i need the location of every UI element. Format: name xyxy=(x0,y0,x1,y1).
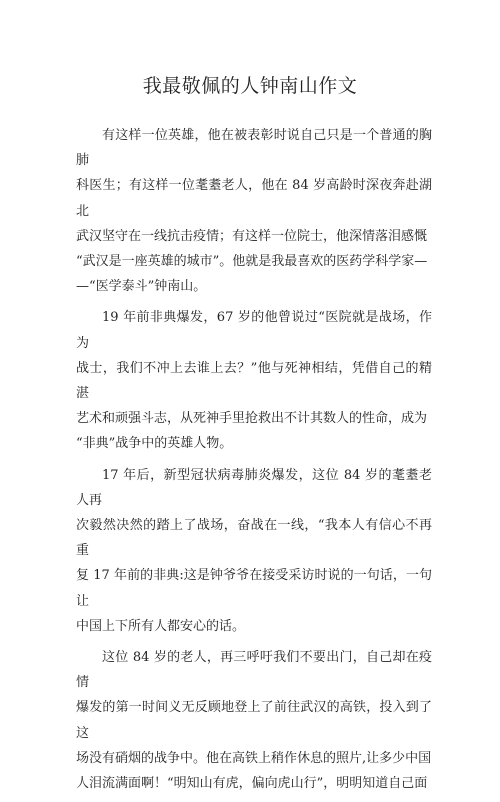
paragraph-line: —“医学泰斗”钟南山。 xyxy=(76,279,207,295)
paragraph-line: “武汉是一座英雄的城市”。他就是我最喜欢的医药学科学家— xyxy=(76,254,428,270)
paragraph-4 xyxy=(76,645,432,796)
paragraph-line: “非典”战争中的英雄人物。 xyxy=(76,436,233,452)
paragraph-line: 场没有硝烟的战争中。他在高铁上稍作休息的照片,让多少中国 xyxy=(76,750,432,766)
paragraph-line: 武汉坚守在一线抗击疫情；有这样一位院士，他深情落泪感慨 xyxy=(76,228,428,244)
paragraph-line: 爆发的第一时间义无反顾地登上了前往武汉的高铁，投入到了这 xyxy=(76,700,432,741)
paragraph-line: 人泪流满面啊！“明知山有虎，偏向虎山行”，明明知道自己面 xyxy=(76,776,428,792)
paragraph-3 xyxy=(76,463,432,639)
paragraph-line: 17 年后，新型冠状病毒肺炎爆发，这位 84 岁的耄耋老人再 xyxy=(76,467,432,508)
paragraph-line: 19 年前非典爆发，67 岁的他曾说过“医院就是战场，作为 xyxy=(76,310,432,351)
paragraph-line: 有这样一位英雄，他在被表彰时说自己只是一个普通的胸肺 xyxy=(76,128,432,169)
paragraph-line: 复 17 年前的非典:这是钟爷爷在接受采访时说的一句话，一句让 xyxy=(76,568,432,609)
paragraph-line: 中国上下所有人都安心的话。 xyxy=(76,618,246,634)
paragraph-line: 战士，我们不冲上去谁上去？”他与死神相结，凭借自己的精湛 xyxy=(76,360,432,402)
paragraph-1 xyxy=(76,123,432,299)
document-title: 我最敬佩的人钟南山作文 xyxy=(142,75,358,97)
paragraph-2 xyxy=(76,305,432,456)
paragraph-line: 这位 84 岁的老人，再三呼吁我们不要出门，自己却在疫情 xyxy=(76,650,432,691)
document-body xyxy=(76,123,432,802)
paragraph-line: 艺术和顽强斗志，从死神手里抢救出不计其数人的性命，成为 xyxy=(76,411,428,427)
paragraph-line: 科医生；有这样一位耄耋老人，他在 84 岁高龄时深夜奔赴湖北 xyxy=(76,178,432,219)
paragraph-line: 次毅然决然的踏上了战场，奋战在一线，“我本人有信心不再重 xyxy=(76,518,432,559)
